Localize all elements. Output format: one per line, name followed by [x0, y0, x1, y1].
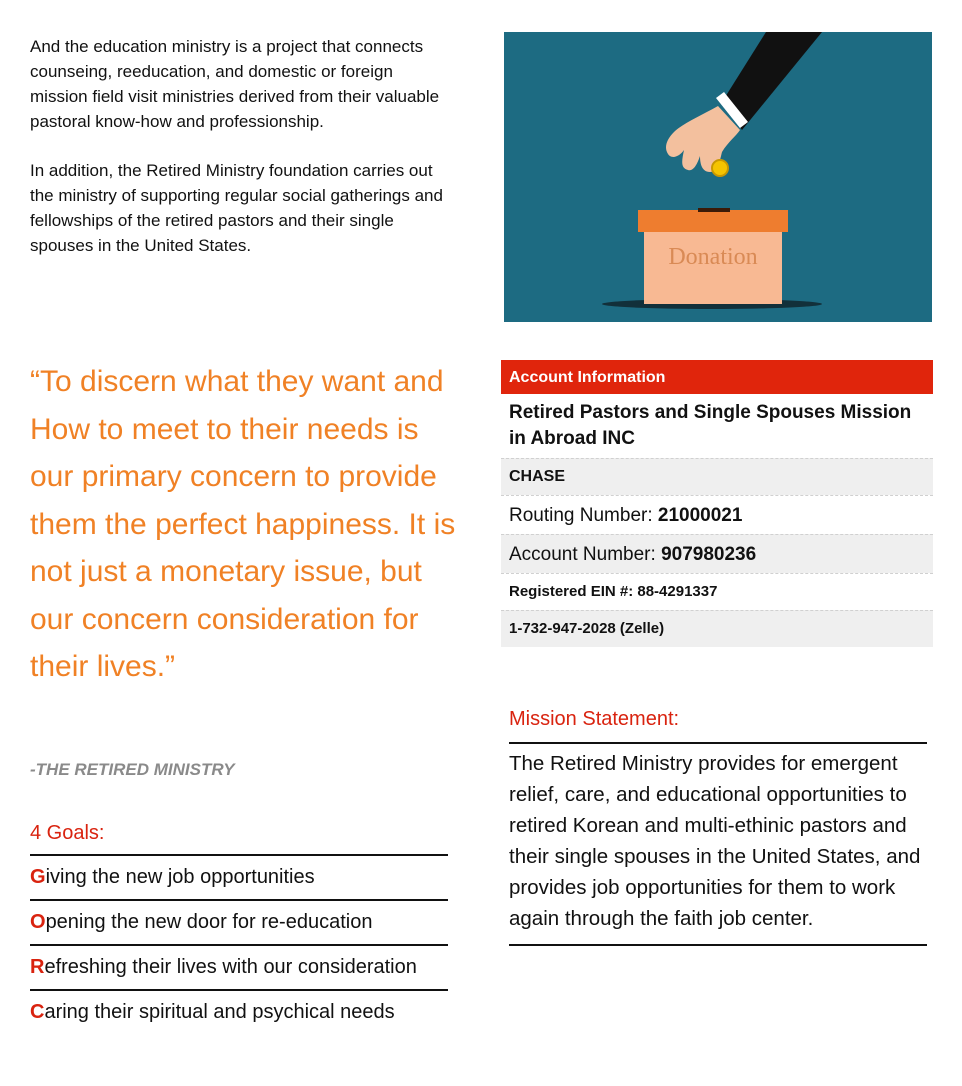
- donation-illustration-svg: [504, 32, 932, 322]
- goals-title: 4 Goals:: [30, 818, 448, 856]
- quote-attribution: -THE RETIRED MINISTRY: [30, 760, 235, 779]
- goal-item: [30, 946, 448, 991]
- account-info-table: [501, 360, 933, 647]
- box-label: Donation: [668, 244, 758, 270]
- box-lid: [638, 210, 788, 232]
- intro-paragraph-1: And the education ministry is a project that connects counseing, reeducation, and domestic or foreign mission field visit ministries derived from their valuable pastoral know-how and professionship.: [30, 37, 440, 131]
- mission-statement: [509, 704, 927, 946]
- account-label: Account Number:: [509, 544, 662, 565]
- coin-slot: [698, 208, 730, 212]
- mission-title: Mission Statement:: [509, 704, 927, 744]
- goal-item: [30, 856, 448, 901]
- coin-icon: [712, 160, 728, 176]
- account-number: [501, 534, 933, 573]
- bank-name: CHASE: [501, 458, 933, 495]
- goal-item: [30, 901, 448, 946]
- goal-initial: C: [30, 1001, 45, 1023]
- goal-item: [30, 991, 448, 1034]
- goals-list: [30, 818, 448, 1034]
- goal-initial: G: [30, 866, 46, 888]
- ein-number: Registered EIN #: 88-4291337: [501, 573, 933, 610]
- goal-initial: R: [30, 956, 45, 978]
- routing-number: [501, 495, 933, 534]
- routing-value: 21000021: [657, 505, 743, 526]
- goal-text: aring their spiritual and psychical needs: [44, 1001, 395, 1023]
- account-value: 907980236: [661, 544, 757, 565]
- zelle-number: 1-732-947-2028 (Zelle): [501, 610, 933, 647]
- account-org-name: Retired Pastors and Single Spouses Mission in Abroad INC: [509, 402, 912, 449]
- goal-text: iving the new job opportunities: [45, 866, 315, 888]
- intro-section: [30, 34, 450, 282]
- account-header: Account Information: [501, 360, 933, 394]
- mission-text: The Retired Ministry provides for emergent relief, care, and educational opportunities to retired Korean and multi-ethinic pastors and their single spouses in the United States, and provides job opportunities for them to work again through the faith job center.: [509, 744, 927, 946]
- pull-quote: “To discern what they want and How to meet to their needs is our primary concern to provide them the perfect happiness. It is not just a monetary issue, but our concern consideration for their lives.”: [30, 365, 456, 683]
- goal-text: efreshing their lives with our consideration: [44, 956, 417, 978]
- donation-illustration: [504, 32, 932, 322]
- goal-text: pening the new door for re-education: [45, 911, 373, 933]
- routing-label: Routing Number:: [509, 505, 658, 526]
- intro-paragraph-2: In addition, the Retired Ministry foundation carries out the ministry of supporting regular social gatherings and fellowships of the retired pastors and their single spouses in the United States.: [30, 161, 443, 255]
- goal-initial: O: [30, 911, 46, 933]
